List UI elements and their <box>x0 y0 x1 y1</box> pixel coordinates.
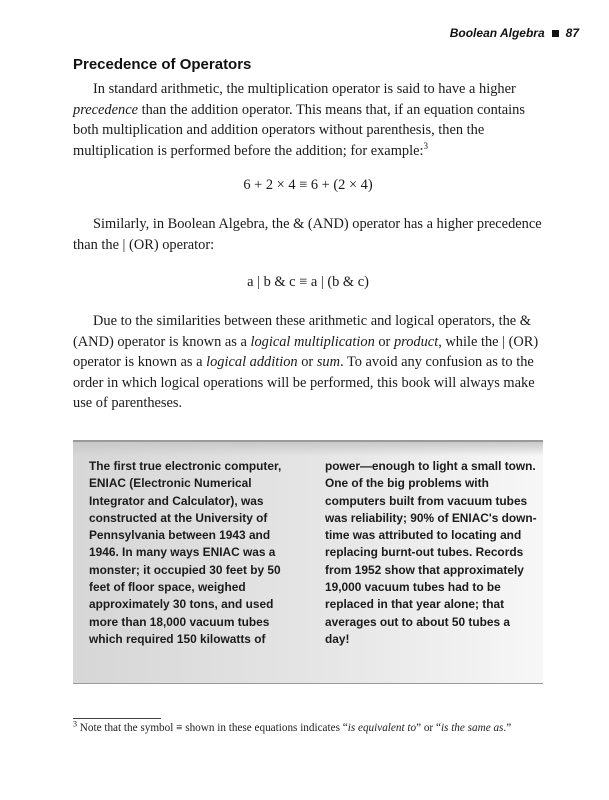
page-number: 87 <box>565 26 579 40</box>
paragraph-logical-terms: Due to the similarities between these arithmetic and logical operators, the & (AND) operator is known as a logical multiplication or product, while the | (OR) operator is known as a logical addition or sum. To avoid any confusion as to the order in which logical operations will be performed, this book will always make use of parentheses. <box>73 313 539 412</box>
eniac-sidebar <box>73 440 543 684</box>
section-heading: Precedence of Operators <box>73 56 252 73</box>
footnote: $^3$ Note that the symbol ≡ shown in these equations indicates “is equivalent to” or “is the same as.” <box>73 719 512 734</box>
equation-arithmetic: 6 + 2 × 4 ≡ 6 + (2 × 4) <box>243 177 373 193</box>
footnote-divider <box>73 718 161 719</box>
chapter-title: Boolean Algebra <box>449 26 545 40</box>
paragraph-precedence: In standard arithmetic, the multiplication operator is said to have a higher precedence than the addition operator. This means that, if an equation contains both multiplication and addition operators without parenthesis, then the multiplication is performed before the addition; for example:$^3$ <box>73 81 525 159</box>
square-bullet-icon <box>552 30 559 37</box>
sidebar-left-column: The first true electronic computer, ENIAC (Electronic Numerical Integrator and Calculator), was constructed at the University of Pennsylvania between 1943 and 1946. In many ways ENIAC was a monster; it occupied 30 feet by 50 feet of floor space, weighed approximately 30 tons, and used more than 18,000 vacuum tubes which required 150 kilowatts of <box>89 459 282 646</box>
sidebar-right-column: power—enough to light a small town. One of the big problems with computers built from vacuum tubes was reliability; 90% of ENIAC's down-time was attributed to locating and replacing burnt-out tubes. Records from 1952 show that approximately 19,000 vacuum tubes had to be replaced in that year alone; that averages out to about 50 tubes a day! <box>325 459 537 646</box>
footnote-marker: 3 <box>73 719 77 729</box>
paragraph-boolean-precedence: Similarly, in Boolean Algebra, the & (AND) operator has a higher precedence than the | (OR) operator: <box>73 216 542 253</box>
running-head <box>450 26 579 40</box>
footnote-ref: 3 <box>423 140 428 151</box>
equation-boolean: a | b & c ≡ a | (b & c) <box>247 274 369 290</box>
